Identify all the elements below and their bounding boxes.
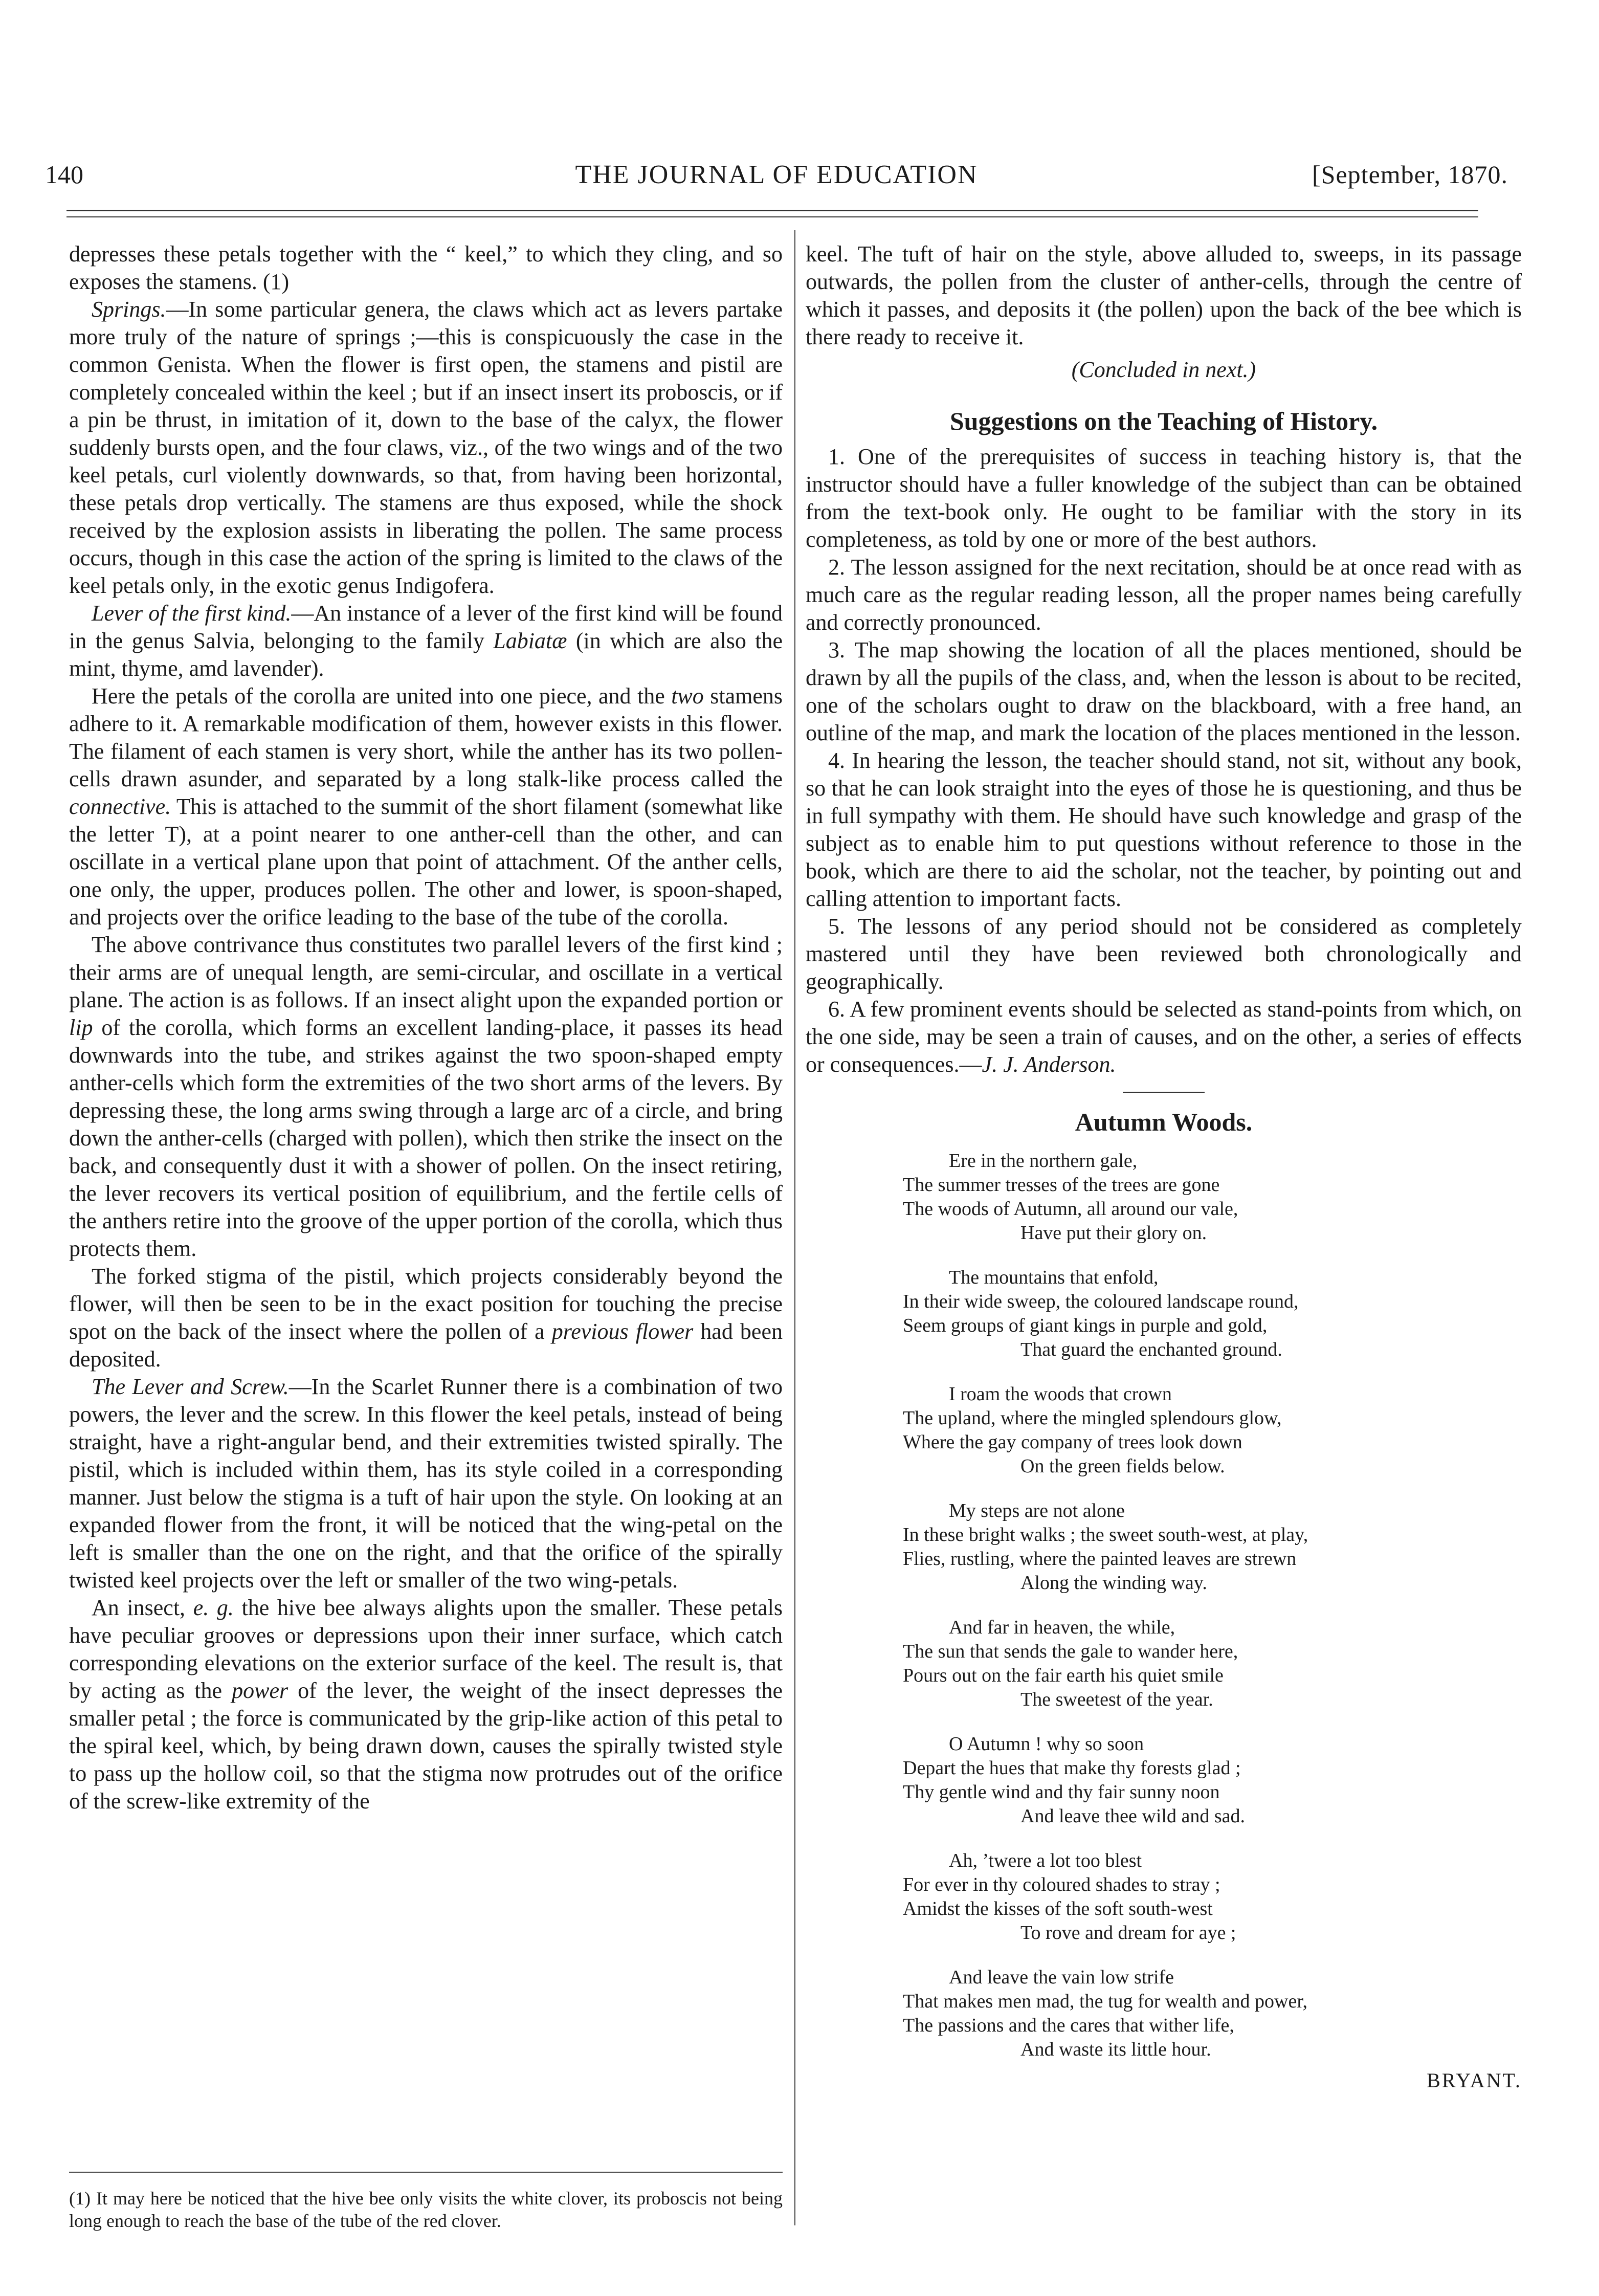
right-column [806, 240, 1522, 2266]
poem-line: Flies, rustling, where the painted leaves are strewn [903, 1548, 1297, 1570]
poem-line: My steps are not alone [949, 1500, 1125, 1521]
poem-title: Autumn Woods. [1075, 1108, 1253, 1136]
poem-line: I roam the woods that crown [949, 1383, 1172, 1405]
poem-line: The passions and the cares that wither life, [903, 2015, 1234, 2036]
poem-line: Ah, ’twere a lot too blest [949, 1850, 1142, 1871]
history-heading: Suggestions on the Teaching of History. [949, 407, 1378, 435]
poem-line: In these bright walks ; the sweet south-west, at play, [903, 1524, 1308, 1546]
poem-line: To rove and dream for aye ; [1020, 1922, 1236, 1944]
poem-line: Pours out on the fair earth his quiet smile [903, 1665, 1224, 1686]
poem-line: The woods of Autumn, all around our vale, [903, 1198, 1238, 1220]
journal-title: THE JOURNAL OF EDUCATION [575, 160, 978, 189]
column-divider [794, 230, 795, 2225]
paragraph-lever-first-kind: Lever of the first kind.—An instance of a lever of the first kind will be found in the genus Salvia, belonging to the family Labiatæ (in which are also the mint, thyme, amd lavender). [69, 601, 783, 681]
poem-line: Have put their glory on. [1020, 1222, 1207, 1244]
footnote-rule [69, 2172, 783, 2173]
paragraph-springs: Springs.—In some particular genera, the claws which act as levers partake more truly of the nature of springs ;—this is conspicuously the case in the common Genista. When the flower is first open, the stamens and pistil are completely concealed within the keel ; but if an insect insert its proboscis, or if a pin be thrust, in imitation of it, down to the base of the calyx, the flower suddenly bursts open, and the four claws, viz., of the two wings and of the two keel petals, curl violently downwards, so that, from having been horizontal, these petals drop vertically. The stamens are thus exposed, while the shock received by the explosion assists in liberating the pollen. The same process occurs, though in this case the action of the spring is limited to the claws of the keel petals only, in the exotic genus Indigofera. [69, 297, 783, 598]
poem-stanza [903, 1849, 1522, 1945]
paragraph: The forked stigma of the pistil, which projects considerably beyond the flower, will then be seen to be in the exact position for touching the precise spot on the back of the insect where the pollen of a previous flower had been deposited. [69, 1264, 783, 1372]
poem-line: Along the winding way. [1020, 1572, 1207, 1594]
poem-stanza [903, 1966, 1522, 2062]
header-rule [66, 210, 1478, 217]
poem-line: The mountains that enfold, [949, 1267, 1159, 1288]
poem-line: The upland, where the mingled splendours glow, [903, 1407, 1282, 1429]
poem-line: In their wide sweep, the coloured landscape round, [903, 1291, 1299, 1312]
poem-stanza [903, 1499, 1522, 1595]
attribution: J. J. Anderson. [982, 1052, 1116, 1077]
poem-stanza [903, 1732, 1522, 1828]
poem-line: And leave thee wild and sad. [1020, 1805, 1245, 1827]
paragraph: An insect, e. g. the hive bee always alights upon the smaller. These petals have peculiar grooves or depressions upon their inner surface, which catch corresponding elevations on the exterior surface of the keel. The result is, that by acting as the power of the lever, the weight of the insect depresses the smaller petal ; the force is communicated by the grip-like action of this petal to the spiral keel, which, by being drawn down, causes the spirally twisted style to pass up the hollow coil, so that the stigma now protrudes out of the orifice of the screw-like extremity of the [69, 1595, 783, 1814]
paragraph: The above contrivance thus constitutes two parallel levers of the first kind ; their arms are of unequal length, are semi-circular, and oscillate in a vertical plane. The action is as follows. If an insect alight upon the expanded portion or lip of the corolla, which forms an excellent landing-place, it passes its head downwards into the tube, and strikes against the two spoon-shaped empty anther-cells which form the extremities of the two short arms of the levers. By depressing these, the long arms swing through a large arc of a circle, and bring down the anther-cells (charged with pollen), which then strike the insect on the back, and consequently dust it with a shower of pollen. On the insect retiring, the lever recovers its vertical position of equilibrium, and the fertile cells of the anthers retire into the groove of the upper portion of the corolla, which thus protects them. [69, 932, 783, 1261]
poem-stanza [903, 1149, 1522, 1245]
poem [903, 1149, 1522, 2062]
poem-line: Amidst the kisses of the soft south-west [903, 1898, 1213, 1919]
poem-stanza [903, 1616, 1522, 1712]
poem-line: Depart the hues that make thy forests glad ; [903, 1757, 1241, 1779]
paragraph-lever-and-screw: The Lever and Screw.—In the Scarlet Runner there is a combination of two powers, the lever and the screw. In this flower the keel petals, instead of being straight, have a right-angular bend, and their extremities twisted spirally. The pistil, which is included within them, has its style coiled in a corresponding manner. Just below the stigma is a tuft of hair upon the style. On looking at an expanded flower from the front, it will be noticed that the wing-petal on the left is smaller than the one on the right, and that the orifice of the spirally twisted keel projects over the left or smaller of the two wing-petals. [69, 1374, 783, 1593]
history-point-5: 5. The lessons of any period should not be considered as completely mastered until they have been reviewed both chronologically and geographically. [806, 914, 1522, 994]
poem-line: That guard the enchanted ground. [1020, 1339, 1282, 1360]
poem-line: And waste its little hour. [1020, 2039, 1211, 2060]
poem-line: O Autumn ! why so soon [949, 1733, 1144, 1755]
poem-line: The summer tresses of the trees are gone [903, 1174, 1220, 1196]
concluded-note: (Concluded in next.) [1071, 357, 1256, 382]
poem-stanza [903, 1382, 1522, 1478]
section-divider [1123, 1092, 1205, 1093]
poem-line: Seem groups of giant kings in purple and gold, [903, 1315, 1268, 1336]
poem-line: For ever in thy coloured shades to stray ; [903, 1874, 1220, 1895]
poem-author: BRYANT. [1427, 2069, 1522, 2092]
poem-line: The sun that sends the gale to wander here, [903, 1641, 1238, 1662]
history-point-6: 6. A few prominent events should be selected as stand-points from which, on the one side, may be seen a train of causes, and on the other, a series of effects or consequences.—J. J. Anderson. [806, 997, 1522, 1077]
history-point-3: 3. The map showing the location of all the places mentioned, should be drawn by all the pupils of the class, and, when the lesson is about to be recited, one of the scholars ought to draw on the blackboard, with a free hand, an outline of the map, and mark the location of the places mentioned in the lesson. [806, 637, 1522, 745]
paragraph: depresses these petals together with the “ keel,” to which they cling, and so exposes the stamens. (1) [69, 241, 783, 294]
left-column [69, 240, 783, 2266]
footnote: (1) It may here be noticed that the hive bee only visits the white clover, its proboscis not being long enough to reach the base of the tube of the red clover. [69, 2188, 783, 2231]
page-header [45, 160, 1508, 201]
poem-line: And far in heaven, the while, [949, 1617, 1175, 1638]
page-number: 140 [45, 160, 83, 189]
history-point-4: 4. In hearing the lesson, the teacher should stand, not sit, without any book, so that he can look straight into the eyes of those he is questioning, and thus be in full sympathy with them. He should have such knowledge and grasp of the subject as to enable him to put questions without reference to those in the book, which are there to aid the scholar, not the teacher, by pointing out and calling attention to important facts. [806, 748, 1522, 911]
poem-line: That makes men mad, the tug for wealth and power, [903, 1991, 1307, 2012]
poem-line: Where the gay company of trees look down [903, 1431, 1242, 1453]
poem-line: Ere in the northern gale, [949, 1150, 1138, 1172]
history-point-2: 2. The lesson assigned for the next recitation, should be at once read with as much care as the regular reading lesson, all the proper names being carefully and correctly pronounced. [806, 555, 1522, 635]
poem-stanza [903, 1266, 1522, 1362]
issue-date: [September, 1870. [1312, 160, 1508, 189]
paragraph: Here the petals of the corolla are united into one piece, and the two stamens adhere to it. A remarkable modification of them, however exists in this flower. The filament of each stamen is very short, while the anther has its two pollen-cells drawn asunder, and separated by a long stalk-like process called the connective. This is attached to the summit of the short filament (somewhat like the letter T), at a point nearer to one anther-cell than the other, and can oscillate in a vertical plane upon that point of attachment. Of the anther cells, one only, the upper, produces pollen. The other and lower, is spoon-shaped, and projects over the orifice leading to the base of the tube of the corolla. [69, 683, 783, 930]
history-point-1: 1. One of the prerequisites of success in teaching history is, that the instructor should have a fuller knowledge of the subject than can be obtained from the text-book only. He ought to be familiar with the story in its completeness, as told by one or more of the best authors. [806, 444, 1522, 552]
poem-line: And leave the vain low strife [949, 1967, 1174, 1988]
poem-line: Thy gentle wind and thy fair sunny noon [903, 1781, 1220, 1803]
paragraph: keel. The tuft of hair on the style, above alluded to, sweeps, in its passage outwards, the pollen from the cluster of anther-cells, through the centre of which it passes, and deposits it (the pollen) upon the back of the bee which is there ready to receive it. [806, 241, 1522, 349]
poem-line: The sweetest of the year. [1020, 1689, 1213, 1710]
poem-line: On the green fields below. [1020, 1455, 1225, 1477]
